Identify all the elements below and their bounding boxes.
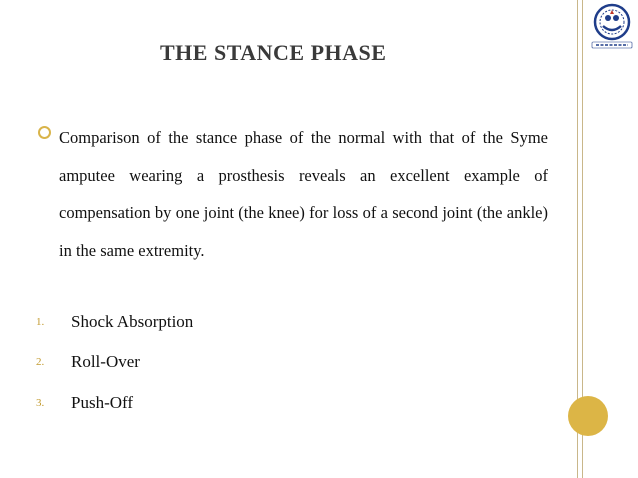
list-marker-2: 2.	[36, 356, 45, 368]
list-item-shock-absorption: Shock Absorption	[71, 312, 194, 331]
gold-circle-icon	[568, 396, 608, 436]
bullet-paragraph: Comparison of the stance phase of the normal with that of the Syme amputee wearing a prosthesis reveals an excellent example of compensation by one joint (the knee) for loss of a second joint (the ankle) in the same extremity.	[59, 128, 548, 260]
list-marker-1: 1.	[36, 316, 45, 328]
hollow-circle-bullet-icon	[38, 126, 51, 139]
institution-logo	[586, 2, 638, 54]
slide-title: THE STANCE PHASE	[160, 40, 387, 65]
list-marker-3: 3.	[36, 397, 45, 409]
list-item-roll-over: Roll-Over	[71, 352, 140, 371]
list-item-push-off: Push-Off	[71, 393, 134, 412]
